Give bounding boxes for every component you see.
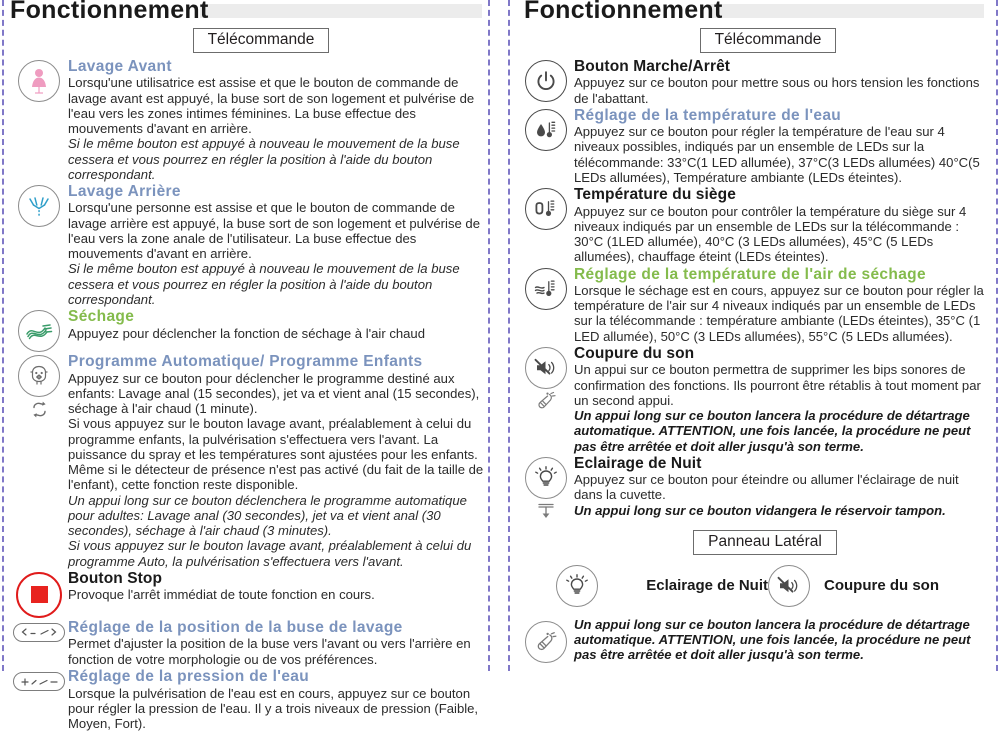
icon-column: [518, 617, 574, 663]
header-band: [708, 4, 984, 18]
water-pressure-pill-icon: [13, 672, 65, 691]
group-label-side-panel: [518, 530, 988, 555]
entry-body: [574, 58, 988, 106]
side-panel-descaling-note: [518, 617, 988, 663]
entry-title: Réglage de la pression de l'eau: [68, 668, 310, 686]
icon-column: [10, 668, 68, 691]
night-light-icon: [525, 457, 567, 499]
group-label-remote: [10, 28, 486, 53]
entry-body: [574, 455, 988, 518]
descaling-icon: [533, 390, 559, 412]
entry-auto-child-program: [10, 353, 486, 569]
entry-paragraph: Lorsque la pulvérisation de l'eau est en cours, appuyez sur ce bouton pour régler la pression de l'eau. Il y a trois niveaux de pression (Faible, Moyen, Fort).: [68, 685, 479, 731]
entry-paragraph-italic: Un appui long sur ce bouton déclenchera le programme automatique pour adultes: Lavage anal (30 secondes), jet va et vient anal (30 secondes), séchage à l'air chaud (3 minutes).: [68, 492, 467, 539]
header-band: [200, 4, 482, 18]
entry-title: Bouton Stop: [68, 569, 163, 587]
night-light-icon: [556, 565, 598, 607]
side-panel-item-mute: [768, 565, 939, 607]
auto-loop-icon: [26, 398, 52, 420]
entry-paragraph-bold-italic: Un appui long sur ce bouton vidangera le réservoir tampon.: [574, 502, 946, 518]
cut-mark-line: [996, 0, 1000, 671]
icon-column: [518, 58, 574, 102]
entry-paragraph-bold-italic: Un appui long sur ce bouton lancera la procédure de détartrage automatique. ATTENTION, une fois lancée, la procédure ne peut pas être arrêtée et doit aller jusqu'à son terme.: [574, 408, 971, 454]
icon-column: [10, 183, 68, 227]
entry-dryer-temperature: [518, 266, 988, 344]
entry-paragraph: Appuyez sur ce bouton pour éteindre ou allumer l'éclairage de nuit dans la cuvette.: [574, 472, 959, 503]
entry-title: Coupure du son: [574, 344, 695, 362]
icon-column: [518, 186, 574, 230]
entry-nozzle-position: [10, 619, 486, 668]
female-wash-icon: [18, 60, 60, 102]
cut-mark-line: [2, 0, 6, 671]
left-header: [10, 0, 486, 26]
entry-paragraph: Si vous appuyez sur le bouton lavage avant, préalablement à celui du programme enfants, la pulvérisation s'effectuera vers l'avant. La puissance du spray et les températures sont ajustées pour les enfants. Même si le détecteur de présence n'est pas activé (du fait de la taille de l'enfant), cette fonction reste disponible.: [68, 416, 484, 493]
water-temperature-icon: [525, 109, 567, 151]
entry-title: Séchage: [68, 308, 135, 326]
group-label-text: Télécommande: [193, 28, 330, 53]
icon-column: [518, 345, 574, 412]
entry-water-pressure: [10, 668, 486, 731]
stop-square-icon: [16, 572, 62, 618]
group-label-text: Télécommande: [700, 28, 837, 53]
page-title: Fonctionnement: [524, 0, 723, 24]
descaling-icon: [525, 621, 567, 663]
entry-body: [68, 308, 486, 341]
rear-wash-spray-icon: [18, 185, 60, 227]
power-icon: [525, 60, 567, 102]
icon-column: [10, 570, 68, 618]
mute-speaker-icon: [768, 565, 810, 607]
entry-power-button: [518, 58, 988, 106]
entry-body: [68, 619, 486, 668]
entry-paragraph: Lorsqu'une personne est assise et que le bouton de commande de lavage arrière est appuyé, la buse sort de son logement et pulvérise de l'eau vers la zone anale de l'utilisateur. La buse effectue des mouvements d'avant en arrière.: [68, 200, 480, 262]
entry-body: [574, 345, 988, 454]
entry-paragraph: Un appui sur ce bouton permettra de supprimer les bips sonores de confirmation des fonctions. Ils pourront être rétablis à tout moment par un second appui.: [574, 362, 981, 408]
entry-water-temperature: [518, 107, 988, 185]
entry-paragraph-italic: Si le même bouton est appuyé à nouveau le mouvement de la buse cessera et vous pourrez en régler la position à l'aide du bouton correspondant.: [68, 261, 460, 307]
side-panel-note-text: Un appui long sur ce bouton lancera la procédure de détartrage automatique. ATTENTION, une fois lancée, la procédure ne peut pas être arrêtée et doit aller jusqu'à son terme.: [574, 616, 971, 663]
entry-paragraph: Appuyez pour déclencher la fonction de séchage à l'air chaud: [68, 325, 425, 341]
icon-column: [10, 619, 68, 642]
entry-paragraph-italic: Si le même bouton est appuyé à nouveau le mouvement de la buse cessera et vous pourrez en régler la position à l'aide du bouton correspondant.: [68, 136, 460, 182]
group-label-remote: [518, 28, 988, 53]
entry-title: Réglage de la température de l'eau: [574, 106, 842, 124]
entry-stop-button: [10, 570, 486, 618]
page-title: Fonctionnement: [10, 0, 209, 24]
icon-column: [518, 266, 574, 310]
entry-body: [68, 353, 486, 569]
entry-title: Lavage Arrière: [68, 183, 181, 201]
side-panel-label: Eclairage de Nuit: [646, 577, 768, 595]
entry-paragraph: Permet d'ajuster la position de la buse vers l'avant ou vers l'arrière en fonction de votre morphologie ou de vos préférences.: [68, 636, 471, 667]
entry-title: Eclairage de Nuit: [574, 454, 702, 472]
cut-mark-line: [508, 0, 512, 671]
entry-body: [574, 266, 988, 344]
mute-speaker-icon: [525, 347, 567, 389]
icon-column: [518, 455, 574, 522]
entry-title: Programme Automatique/ Programme Enfants: [68, 353, 423, 371]
dryer-air-icon: [18, 310, 60, 352]
side-panel-items: [518, 565, 988, 607]
child-face-icon: [18, 355, 60, 397]
entry-body: [574, 186, 988, 264]
entry-body: [574, 107, 988, 185]
entry-sound-mute: [518, 345, 988, 454]
entry-drying: [10, 308, 486, 352]
entry-body: [68, 183, 486, 307]
entry-seat-temperature: [518, 186, 988, 264]
icon-column: [10, 308, 68, 352]
icon-column: [10, 58, 68, 102]
entry-paragraph: Lorsqu'une utilisatrice est assise et que le bouton de commande de lavage avant est appuyé, la buse sort de son logement et pulvérise de l'eau vers les zones intimes féminines. La buse effectue des mouvements d'avant en arrière.: [68, 75, 475, 137]
entry-body: [574, 617, 988, 663]
entry-paragraph: Lorsque le séchage est en cours, appuyez sur ce bouton pour régler la température de l'air sur 4 niveaux indiqués par un ensemble de LEDs sur la télécommande : température ambiante (LEDs éteintes), 35°C (1 LED allumée), 50°C (3 LEDs allumées), 55°C (5 LEDs allumées).: [574, 282, 984, 344]
group-label-text: Panneau Latéral: [693, 530, 837, 555]
cut-mark-line: [488, 0, 492, 671]
entry-front-wash: [10, 58, 486, 182]
entry-title: Réglage de la position de la buse de lavage: [68, 618, 403, 636]
entry-paragraph: Appuyez sur ce bouton pour déclencher le programme destiné aux enfants: Lavage anal (15 secondes), jet va et vient anal (15 secondes), séchage à l'air chaud (1 minute).: [68, 370, 480, 417]
entry-paragraph: Appuyez sur ce bouton pour mettre sous ou hors tension les fonctions de l'abattant.: [574, 75, 980, 106]
side-panel-label: Coupure du son: [824, 577, 939, 595]
icon-column: [518, 107, 574, 151]
entry-body: [68, 668, 486, 731]
right-header: [518, 0, 988, 26]
entry-title: Lavage Avant: [68, 58, 172, 75]
entry-paragraph-italic: Si vous appuyez sur le bouton lavage avant, préalablement à celui du programme Auto, la pulvérisation s'effectuera vers l'avant.: [68, 538, 472, 569]
dryer-temperature-icon: [525, 268, 567, 310]
entry-night-light: [518, 455, 988, 522]
entry-body: [68, 570, 486, 603]
nozzle-position-pill-icon: [13, 623, 65, 642]
entry-title: Bouton Marche/Arrêt: [574, 58, 731, 75]
entry-body: [68, 58, 486, 182]
entry-paragraph: Appuyez sur ce bouton pour régler la température de l'eau sur 4 niveaux possibles, indiqués par un ensemble de LEDs sur la télécommande: 33°C(1 LED allumée), 37°C(3 LEDs allumées) 40°C(5 LEDs allumées), Température ambiante (LEDs éteintes).: [574, 124, 980, 185]
entry-title: Température du siège: [574, 186, 736, 204]
entry-title: Réglage de la température de l'air de séchage: [574, 265, 926, 283]
side-panel-item-night-light: [518, 565, 768, 607]
icon-column: [10, 353, 68, 420]
entry-paragraph: Provoque l'arrêt immédiat de toute fonction en cours.: [68, 587, 375, 603]
right-page-column: [500, 0, 1000, 671]
entry-paragraph: Appuyez sur ce bouton pour contrôler la température du siège sur 4 niveaux indiqués par un ensemble de LEDs sur la télécommande : 30°C (1LED allumée), 40°C (3 LEDs allumées), 45°C (5 LEDs allumées), chauffage éteint (LEDs éteintes).: [574, 203, 967, 265]
drain-tank-icon: [533, 500, 559, 522]
entry-rear-wash: [10, 183, 486, 307]
seat-temperature-icon: [525, 188, 567, 230]
